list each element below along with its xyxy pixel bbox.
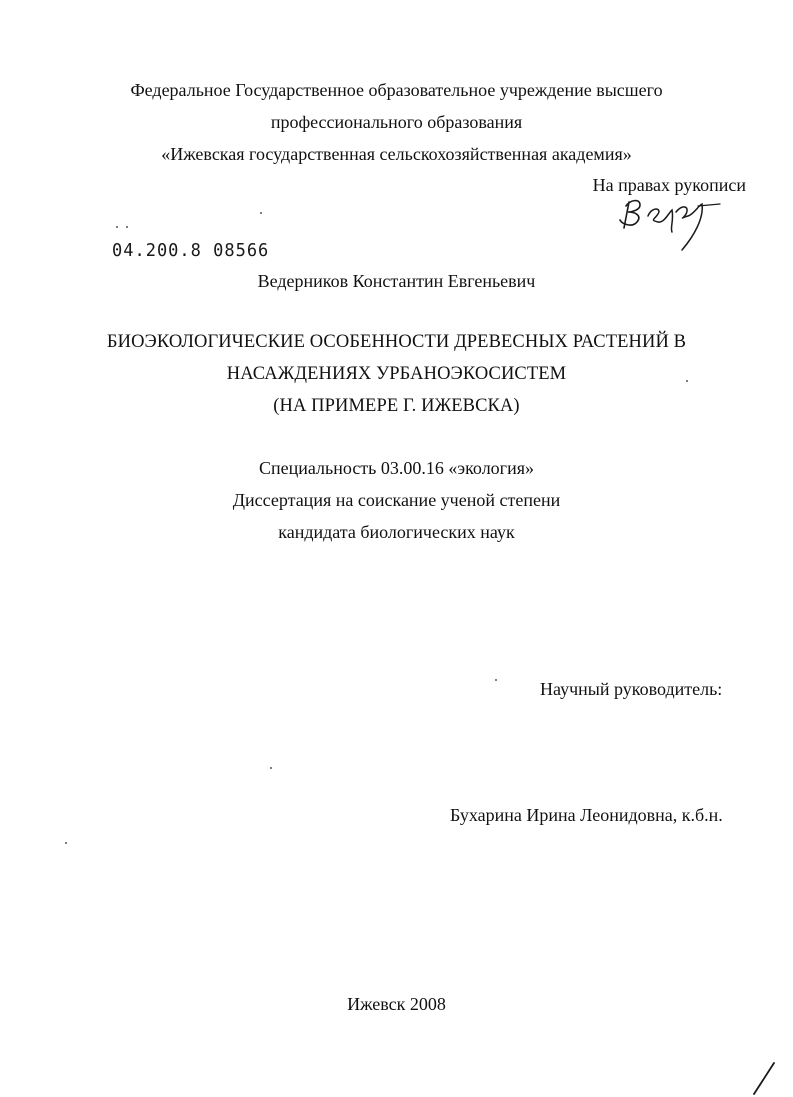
scan-speck: [116, 226, 118, 228]
thesis-title-line-3: (НА ПРИМЕРЕ Г. ИЖЕВСКА): [273, 396, 520, 416]
scan-speck: [65, 842, 67, 844]
handwritten-signature: [612, 192, 724, 258]
degree-line-1: Диссертация на соискание ученой степени: [232, 490, 561, 510]
institution-line-3: «Ижевская государственная сельскохозяйственная академия»: [161, 144, 632, 164]
scan-speck: [260, 212, 262, 214]
institution-line-2: профессионального образования: [270, 112, 523, 132]
scan-speck: [270, 767, 272, 769]
author-name: Ведерников Константин Евгеньевич: [257, 271, 536, 291]
city-year: Ижевск 2008: [347, 994, 446, 1014]
institution-line-1: Федеральное Государственное образовательное учреждение высшего: [130, 80, 663, 100]
thesis-title-line-1: БИОЭКОЛОГИЧЕСКИЕ ОСОБЕННОСТИ ДРЕВЕСНЫХ РАСТЕНИЙ В: [106, 332, 687, 352]
supervisor-name: Бухарина Ирина Леонидовна, к.б.н.: [450, 805, 723, 825]
pen-stroke-mark: [750, 1060, 780, 1097]
scan-speck: [495, 679, 497, 681]
scan-speck: [126, 226, 128, 228]
supervisor-label: Научный руководитель:: [540, 679, 723, 699]
thesis-title-line-2: НАСАЖДЕНИЯХ УРБАНОЭКОСИСТЕМ: [226, 364, 567, 384]
registration-stamp-number: 04.200.8 08566: [112, 240, 270, 262]
degree-line-2: кандидата биологических наук: [278, 522, 515, 542]
manuscript-note: На правах рукописи: [592, 175, 746, 195]
scan-speck: [686, 380, 688, 382]
specialty-line: Специальность 03.00.16 «экология»: [259, 458, 534, 478]
